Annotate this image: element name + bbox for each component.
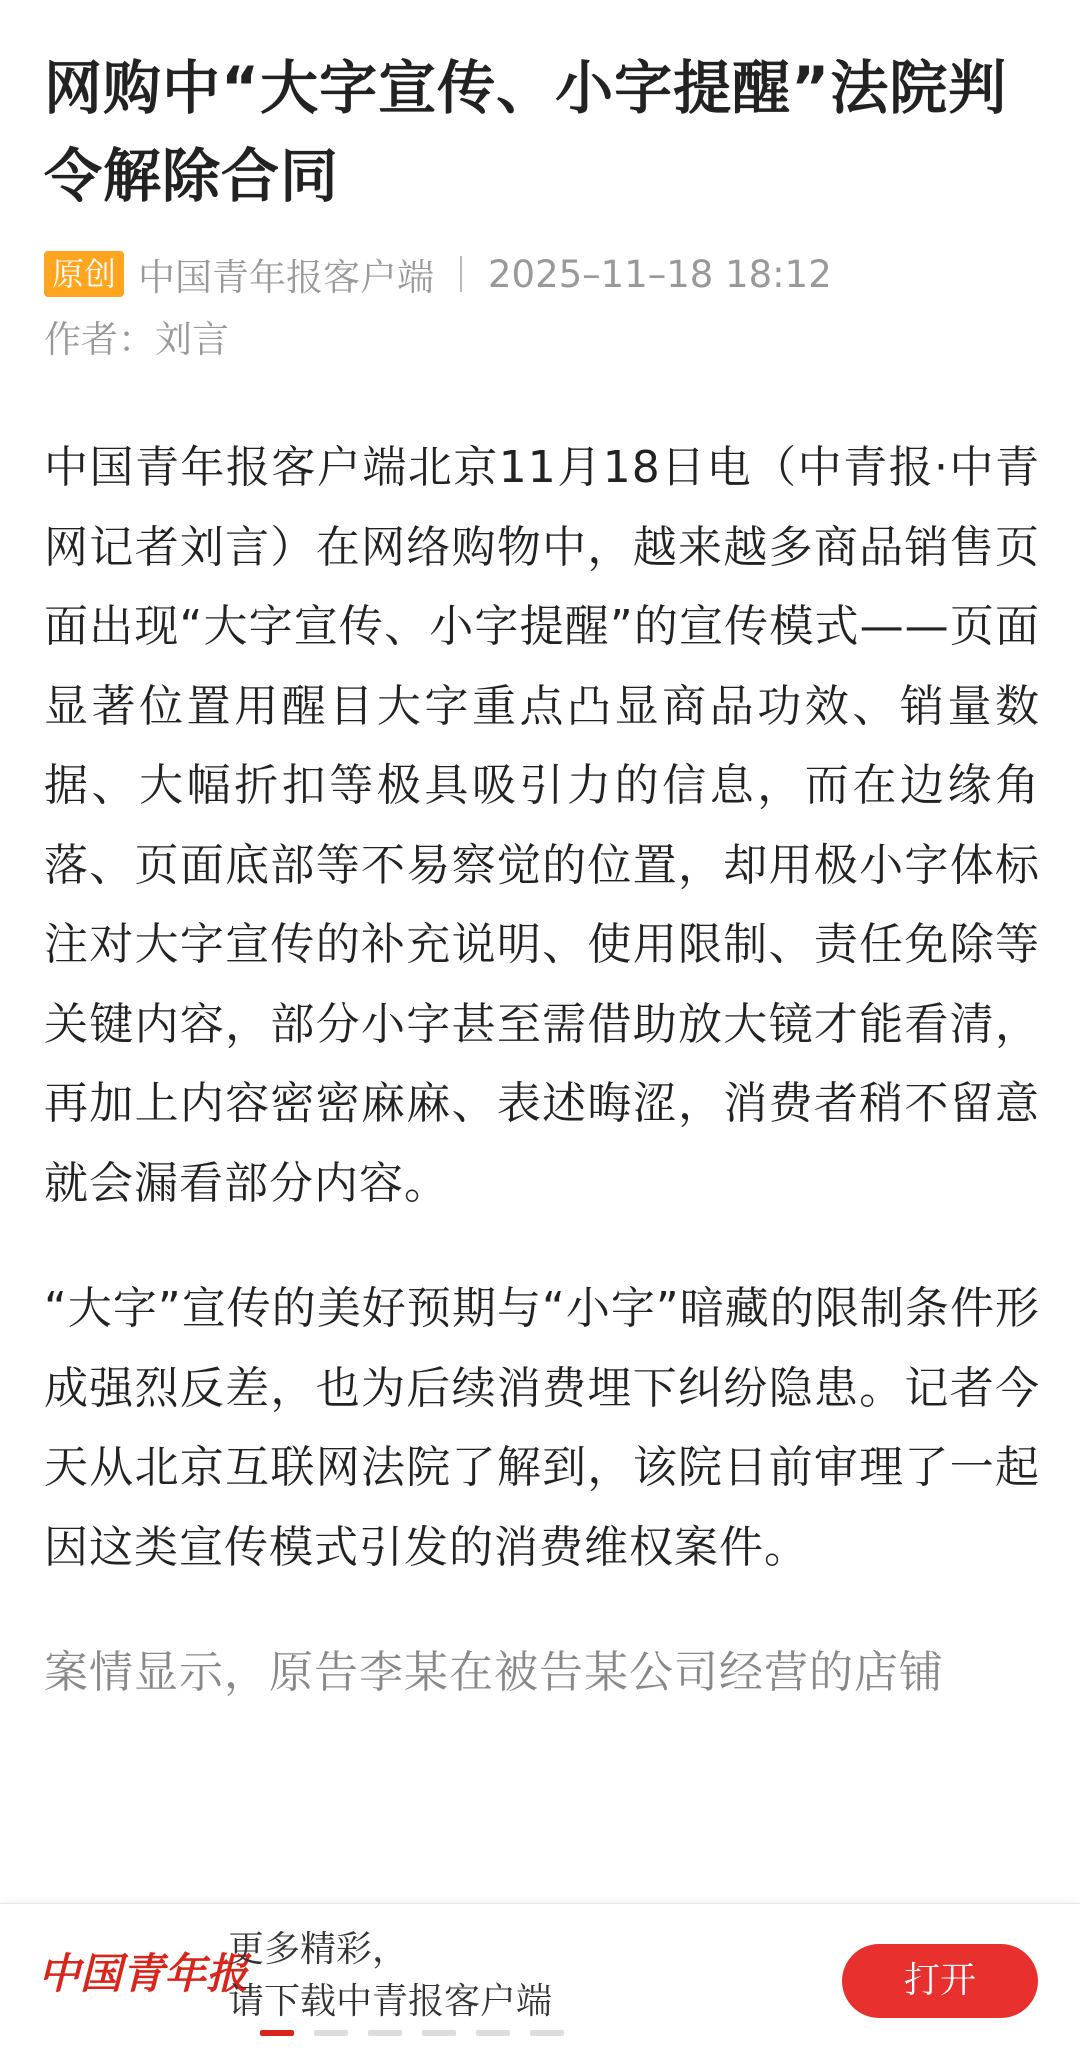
promo-line-1: 更多精彩，: [228, 1929, 409, 1970]
source-name[interactable]: 中国青年报客户端: [138, 256, 435, 299]
publish-datetime: 2025–11–18 18:12: [488, 252, 832, 296]
paragraph-truncated: 案情显示，原告李某在被告某公司经营的店铺: [44, 1647, 944, 1698]
original-badge: 原创: [44, 251, 124, 297]
open-app-button[interactable]: 打开: [842, 1944, 1038, 2018]
carousel-dot[interactable]: [314, 2030, 348, 2036]
article-body: [44, 428, 1040, 1713]
meta-divider: [460, 256, 462, 292]
carousel-dot[interactable]: [368, 2030, 402, 2036]
article-title: 网购中“大字宣传、小字提醒”法院判令解除合同: [44, 54, 1008, 210]
logo-text: 中国青年报: [38, 1949, 249, 1998]
carousel-dot[interactable]: [260, 2030, 294, 2036]
paragraph: “大字”宣传的美好预期与“小字”暗藏的限制条件形成强烈反差，也为后续消费埋下纠纷隐患。记者今天从北京互联网法院了解到，该院日前审理了一起因这类宣传模式引发的消费维权案件。: [44, 1283, 1040, 1573]
carousel-dot[interactable]: [530, 2030, 564, 2036]
article-author: 作者：刘言: [44, 318, 229, 361]
cyd-logo-icon: [38, 1926, 249, 2012]
promo-line-2: 请下载中青报客户端: [228, 1981, 553, 2022]
download-banner[interactable]: [0, 1903, 1080, 2056]
content-fade-overlay: [0, 1770, 1080, 1905]
paragraph: 中国青年报客户端北京11月18日电（中青报·中青网记者刘言）在网络购物中，越来越多商品销售页面出现“大字宣传、小字提醒”的宣传模式——页面显著位置用醒目大字重点凸显商品功效、销量数据、大幅折扣等极具吸引力的信息，而在边缘角落、页面底部等不易察觉的位置，却用极小字体标注对大字宣传的补充说明、使用限制、责任免除等关键内容，部分小字甚至需借助放大镜才能看清，再加上内容密密麻麻、表述晦涩，消费者稍不留意就会漏看部分内容。: [44, 442, 1040, 1209]
carousel-dot[interactable]: [476, 2030, 510, 2036]
download-promo: [228, 1924, 552, 2028]
article: [44, 0, 1040, 1759]
carousel-indicator: [260, 2030, 564, 2036]
carousel-dot[interactable]: [422, 2030, 456, 2036]
article-meta: [44, 248, 1040, 300]
